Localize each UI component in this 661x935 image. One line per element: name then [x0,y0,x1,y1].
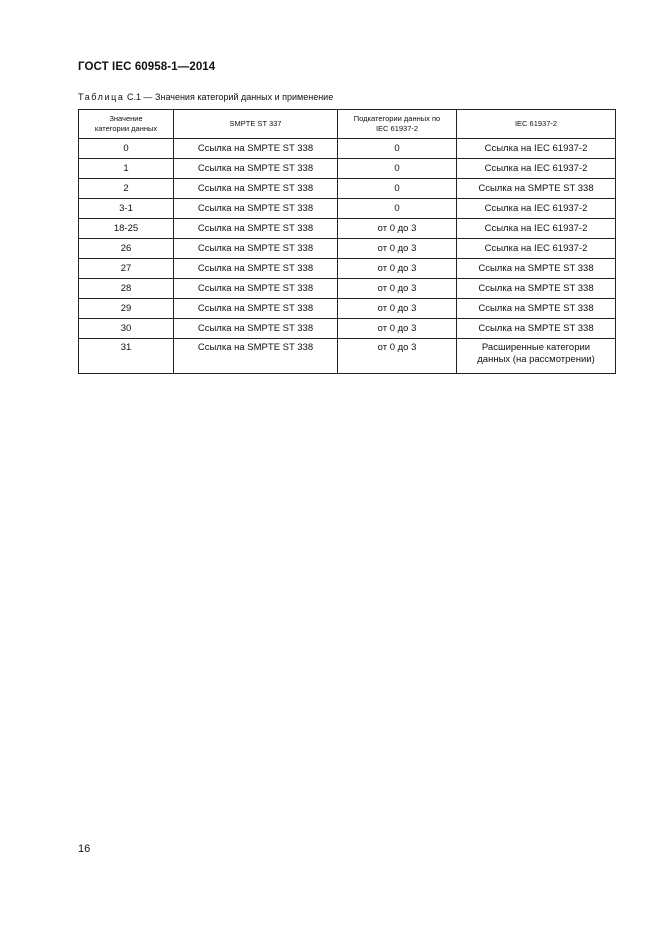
cell-line: данных (на рассмотрении) [477,354,595,365]
cell-iec-61937-2: Ссылка на IEC 61937-2 [457,199,616,219]
cell-smpte-st-337: Ссылка на SMPTE ST 338 [174,199,338,219]
table-row [79,179,616,199]
cell-subcategory: от 0 до 3 [338,279,457,299]
cell-iec-61937-2: Ссылка на SMPTE ST 338 [457,299,616,319]
cell-iec-61937-2: Ссылка на IEC 61937-2 [457,219,616,239]
header-line: IEC 61937-2 [514,119,558,128]
cell-category-value: 1 [79,159,174,179]
table-row [79,299,616,319]
cell-subcategory: от 0 до 3 [338,239,457,259]
data-category-table [78,109,616,374]
cell-category-value: 18-25 [79,219,174,239]
table-header-row [79,110,616,139]
cell-subcategory: 0 [338,199,457,219]
table-row [79,319,616,339]
page-number: 16 [78,843,91,855]
cell-iec-61937-2: Ссылка на SMPTE ST 338 [457,259,616,279]
column-header-category-value [79,110,174,139]
cell-iec-61937-2: Ссылка на IEC 61937-2 [457,159,616,179]
cell-subcategory: от 0 до 3 [338,319,457,339]
cell-subcategory: 0 [338,139,457,159]
header-line: SMPTE ST 337 [229,119,282,128]
cell-smpte-st-337: Ссылка на SMPTE ST 338 [174,219,338,239]
cell-category-value: 29 [79,299,174,319]
cell-iec-61937-2: Ссылка на SMPTE ST 338 [457,279,616,299]
header-line: категории данных [94,124,158,133]
cell-subcategory: от 0 до 3 [338,219,457,239]
table-caption-label: Таблица [78,92,125,102]
header-line: Подкатегории данных по [353,114,441,123]
cell-iec-61937-2: Ссылка на IEC 61937-2 [457,239,616,259]
cell-smpte-st-337: Ссылка на SMPTE ST 338 [174,239,338,259]
cell-category-value: 28 [79,279,174,299]
table-caption-number: C.1 [127,92,142,102]
table-caption-text: — Значения категорий данных и применение [143,92,334,102]
cell-category-value: 30 [79,319,174,339]
cell-subcategory: от 0 до 3 [338,299,457,319]
table-row [79,199,616,219]
cell-category-value: 0 [79,139,174,159]
column-header-smpte-st-337 [174,110,338,139]
cell-smpte-st-337: Ссылка на SMPTE ST 338 [174,139,338,159]
cell-subcategory: 0 [338,159,457,179]
table-row [79,279,616,299]
table-row [79,139,616,159]
cell-line: Расширенные категории [481,342,591,353]
cell-iec-61937-2 [457,339,616,374]
cell-iec-61937-2: Ссылка на SMPTE ST 338 [457,179,616,199]
cell-category-value: 26 [79,239,174,259]
table-row [79,239,616,259]
cell-category-value: 2 [79,179,174,199]
cell-smpte-st-337: Ссылка на SMPTE ST 338 [174,319,338,339]
table-row [79,219,616,239]
cell-category-value: 27 [79,259,174,279]
header-line: IEC 61937-2 [375,124,419,133]
header-line: Значение [109,114,143,123]
table-caption [78,92,333,102]
cell-smpte-st-337: Ссылка на SMPTE ST 338 [174,339,338,374]
cell-smpte-st-337: Ссылка на SMPTE ST 338 [174,179,338,199]
cell-smpte-st-337: Ссылка на SMPTE ST 338 [174,259,338,279]
cell-smpte-st-337: Ссылка на SMPTE ST 338 [174,279,338,299]
table-row [79,339,616,374]
cell-smpte-st-337: Ссылка на SMPTE ST 338 [174,299,338,319]
cell-iec-61937-2: Ссылка на IEC 61937-2 [457,139,616,159]
document-header: ГОСТ IEC 60958-1—2014 [78,61,216,73]
table-row [79,259,616,279]
cell-category-value: 31 [79,339,174,374]
cell-iec-61937-2: Ссылка на SMPTE ST 338 [457,319,616,339]
cell-subcategory: от 0 до 3 [338,339,457,374]
cell-subcategory: от 0 до 3 [338,259,457,279]
cell-category-value: 3-1 [79,199,174,219]
column-header-subcategories [338,110,457,139]
cell-subcategory: 0 [338,179,457,199]
cell-smpte-st-337: Ссылка на SMPTE ST 338 [174,159,338,179]
table-row [79,159,616,179]
column-header-iec-61937-2 [457,110,616,139]
